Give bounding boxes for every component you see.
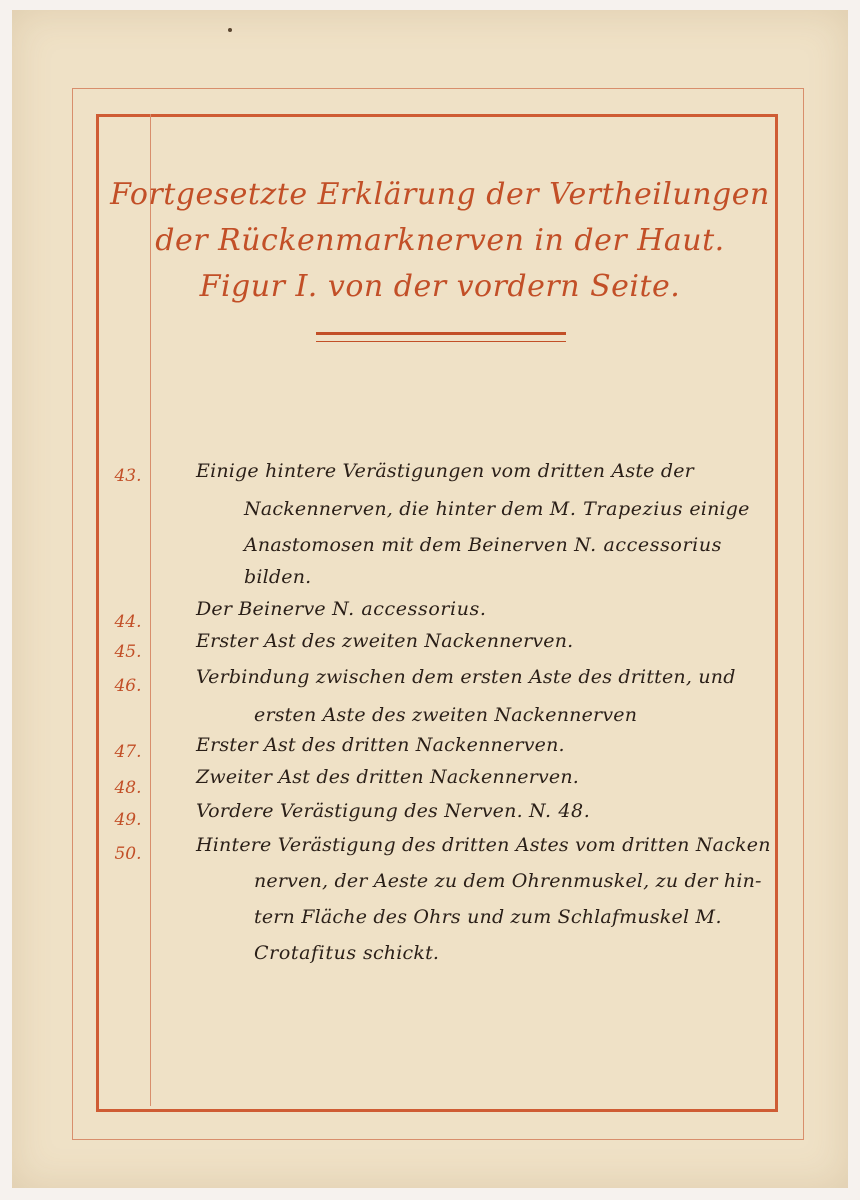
- cross-reference: N. 48.: [529, 800, 591, 822]
- entry-number: 49.: [114, 810, 142, 830]
- entry-number: 43.: [114, 466, 142, 486]
- entry-line: Vordere Verästigung des Nerven. N. 48.: [196, 800, 591, 822]
- entry-line: Einige hintere Verästigungen vom dritten Aste der: [196, 460, 694, 482]
- title-line-2: der Rückenmarknerven in der Haut.: [155, 223, 725, 258]
- entry-line: Erster Ast des dritten Nackennerven.: [196, 734, 565, 756]
- latin-term: M. Trapezius: [549, 498, 684, 520]
- entry-line: ersten Aste des zweiten Nackennerven: [254, 704, 638, 726]
- entry-line: nerven, der Aeste zu dem Ohrenmuskel, zu der hin-: [254, 870, 762, 892]
- entry-line: tern Fläche des Ohrs und zum Schlafmuskel M.: [254, 906, 723, 928]
- entry-number: 48.: [114, 778, 142, 798]
- latin-term: Crotafitus: [254, 942, 357, 964]
- entry-line: bilden.: [244, 566, 312, 588]
- entry-line: Erster Ast des zweiten Nackennerven.: [196, 630, 574, 652]
- title-line-3: Figur I. von der vordern Seite.: [199, 269, 681, 304]
- entry-line: Anastomosen mit dem Beinerven N. accessorius: [244, 534, 723, 556]
- entry-line: Verbindung zwischen dem ersten Aste des dritten, und: [196, 666, 736, 688]
- entry-number: 45.: [114, 642, 142, 662]
- entry-line: Hintere Verästigung des dritten Astes vom dritten Nacken: [196, 834, 771, 856]
- title-line-1: Fortgesetzte Erklärung der Vertheilungen: [110, 177, 770, 212]
- entry-number: 44.: [114, 612, 142, 632]
- entry-line: Zweiter Ast des dritten Nackennerven.: [196, 766, 580, 788]
- entry-number: 47.: [114, 742, 142, 762]
- latin-term: N. accessorius: [574, 534, 723, 556]
- entry-number: 50.: [114, 844, 142, 864]
- entry-line: Crotafitus schickt.: [254, 942, 440, 964]
- latin-term: M.: [695, 906, 723, 928]
- entry-number: 46.: [114, 676, 142, 696]
- latin-term: N. accessorius.: [332, 598, 487, 620]
- entry-line: Nackennerven, die hinter dem M. Trapezius einige: [244, 498, 750, 520]
- entry-line: Der Beinerve N. accessorius.: [196, 598, 487, 620]
